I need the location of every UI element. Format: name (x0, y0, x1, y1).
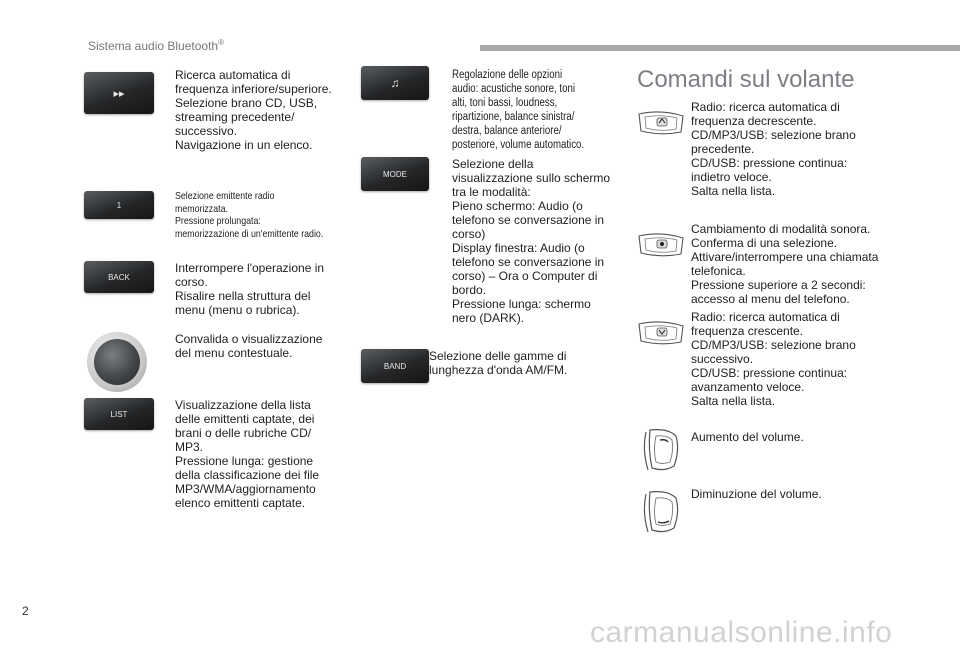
mode-key: MODE (361, 157, 429, 191)
band-key: BAND (361, 349, 429, 383)
steering-wheel-up-icon (637, 110, 685, 136)
header-title: Sistema audio Bluetooth® (88, 38, 224, 53)
fast-forward-icon: ▸▸ (84, 72, 154, 114)
section-title: Comandi sul volante (637, 66, 855, 93)
music-note-icon: ♫ (361, 66, 429, 100)
preset-1-key: 1 (84, 191, 154, 219)
watermark: carmanualsonline.info (590, 616, 893, 649)
band-description: Selezione delle gamme di lunghezza d'onda AM/FM. (429, 349, 568, 377)
volume-down-description: Diminuzione del volume. (691, 487, 822, 501)
rotary-knob-cap (94, 339, 140, 385)
preset-description: Selezione emittente radio memorizzata. Pressione prolungata: memorizzazione di un'emittente radio. (175, 190, 324, 240)
header-bar (480, 45, 960, 51)
audio-settings-description: Regolazione delle opzioni audio: acustiche sonore, toni alti, toni bassi, loudness, ripartizione, balance sinistra/ destra, balance anteriore/ posteriore, volume automatico. (452, 69, 585, 151)
wheel-up-description: Radio: ricerca automatica di frequenza decrescente. CD/MP3/USB: selezione brano precedente. CD/USB: pressione continua: indietro veloce. Salta nella lista. (691, 100, 856, 198)
mode-description: Selezione della visualizzazione sullo schermo tra le modalità: Pieno schermo: Audio (o telefono se conversazione in corso) Display finestra: Audio (o telefono se conversazione in corso) – Ora o Computer di bordo. Pressione lunga: schermo nero (DARK). (452, 157, 611, 325)
back-key: BACK (84, 261, 154, 293)
volume-down-icon (638, 488, 682, 536)
fast-forward-description: Ricerca automatica di frequenza inferiore/superiore. Selezione brano CD, USB, streaming precedente/ successivo. Navigazione in un elenco. (175, 68, 332, 152)
steering-wheel-down-icon (637, 320, 685, 346)
volume-up-description: Aumento del volume. (691, 430, 804, 444)
steering-wheel-press-icon (637, 232, 685, 258)
list-description: Visualizzazione della lista delle emittenti captate, dei brani o delle rubriche CD/ MP3. Pressione lunga: gestione della classificazione dei file MP3/WMA/aggiornamento elenco emittenti captate. (175, 398, 320, 510)
wheel-press-description: Cambiamento di modalità sonora. Conferma di una selezione. Attivare/interrompere una chiamata telefonica. Pressione superiore a 2 secondi: accesso al menu del telefono. (691, 222, 879, 306)
volume-up-icon (638, 426, 682, 474)
list-key: LIST (84, 398, 154, 430)
rotary-knob-icon (87, 332, 147, 392)
knob-description: Convalida o visualizzazione del menu contestuale. (175, 332, 323, 360)
back-description: Interrompere l'operazione in corso. Risalire nella struttura del menu (menu o rubrica). (175, 261, 325, 317)
wheel-down-description: Radio: ricerca automatica di frequenza crescente. CD/MP3/USB: selezione brano successivo. CD/USB: pressione continua: avanzamento veloce. Salta nella lista. (691, 310, 856, 408)
page-number: 2 (22, 604, 29, 618)
